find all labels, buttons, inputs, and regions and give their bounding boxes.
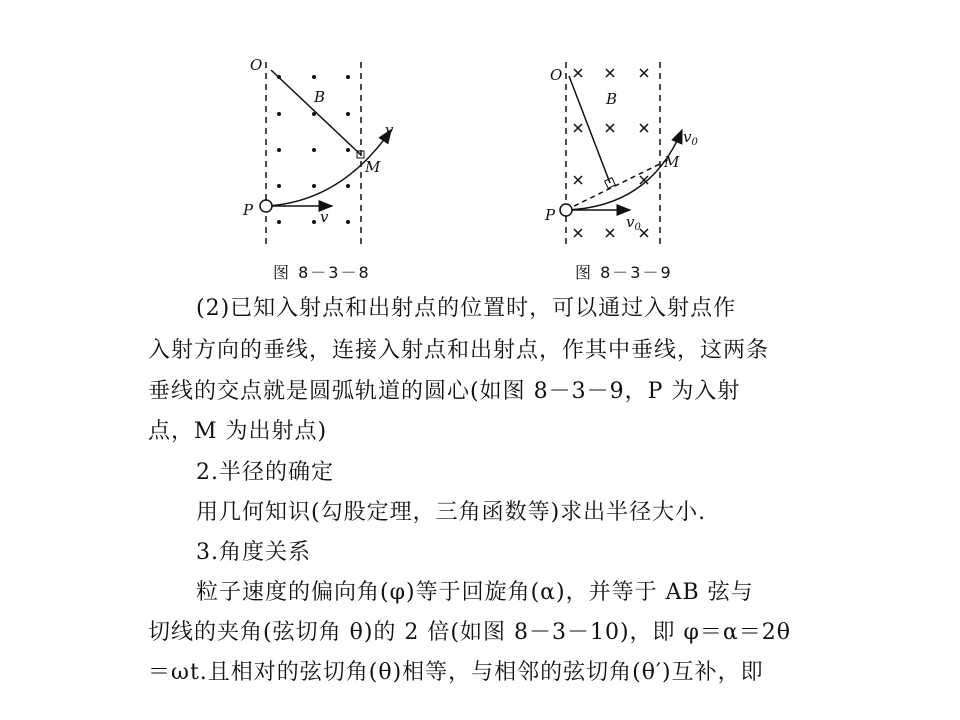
- paragraph-line-6: 用几何知识(勾股定理，三角函数等)求出半径大小.: [196, 500, 707, 525]
- label-v0-top: $v_0$: [683, 128, 698, 148]
- label-v-top: v: [385, 121, 394, 139]
- figure-8-3-8-diagram: [236, 52, 416, 252]
- caption-8-3-9: 图 8－3－9: [575, 263, 673, 282]
- paragraph-line-8: 粒子速度的偏向角(φ)等于回旋角(α)，并等于 AB 弦与: [196, 580, 754, 605]
- figure-8-3-9-diagram: [540, 52, 720, 252]
- paragraph-line-4: 点，M 为出射点): [148, 419, 328, 444]
- label-b: B: [314, 88, 326, 106]
- paragraph-line-9: 切线的夹角(弦切角 θ)的 2 倍(如图 8－3－10)，即 φ＝α＝2θ: [148, 620, 792, 645]
- label-p: P: [243, 201, 254, 219]
- figure-8-3-8: [236, 52, 416, 252]
- paragraph-line-2: 入射方向的垂线，连接入射点和出射点，作其中垂线，这两条: [148, 338, 770, 363]
- label-v0-bottom: $v_0$: [626, 213, 641, 233]
- figure-8-3-9: [540, 52, 720, 252]
- paragraph-line-3: 垂线的交点就是圆弧轨道的圆心(如图 8－3－9，P 为入射: [148, 379, 741, 404]
- label-o: O: [550, 66, 563, 84]
- label-m: M: [365, 158, 381, 176]
- label-o: O: [250, 56, 263, 74]
- point-p-marker: [560, 204, 572, 216]
- paragraph-line-10: ＝ωt.且相对的弦切角(θ)相等，与相邻的弦切角(θ′)互补，即: [148, 660, 764, 685]
- section-heading-angle: 3.角度关系: [196, 540, 311, 565]
- label-v-bottom: v: [320, 208, 329, 226]
- point-p-marker: [260, 200, 272, 212]
- chord-pm: [566, 160, 668, 210]
- perpendicular-line: [569, 76, 610, 183]
- label-m: M: [664, 153, 680, 171]
- paragraph-line-1: (2)已知入射点和出射点的位置时，可以通过入射点作: [196, 296, 737, 321]
- label-b: B: [606, 90, 618, 108]
- section-heading-radius: 2.半径的确定: [196, 460, 334, 485]
- caption-8-3-8: 图 8－3－8: [273, 263, 371, 282]
- label-p: P: [545, 206, 556, 224]
